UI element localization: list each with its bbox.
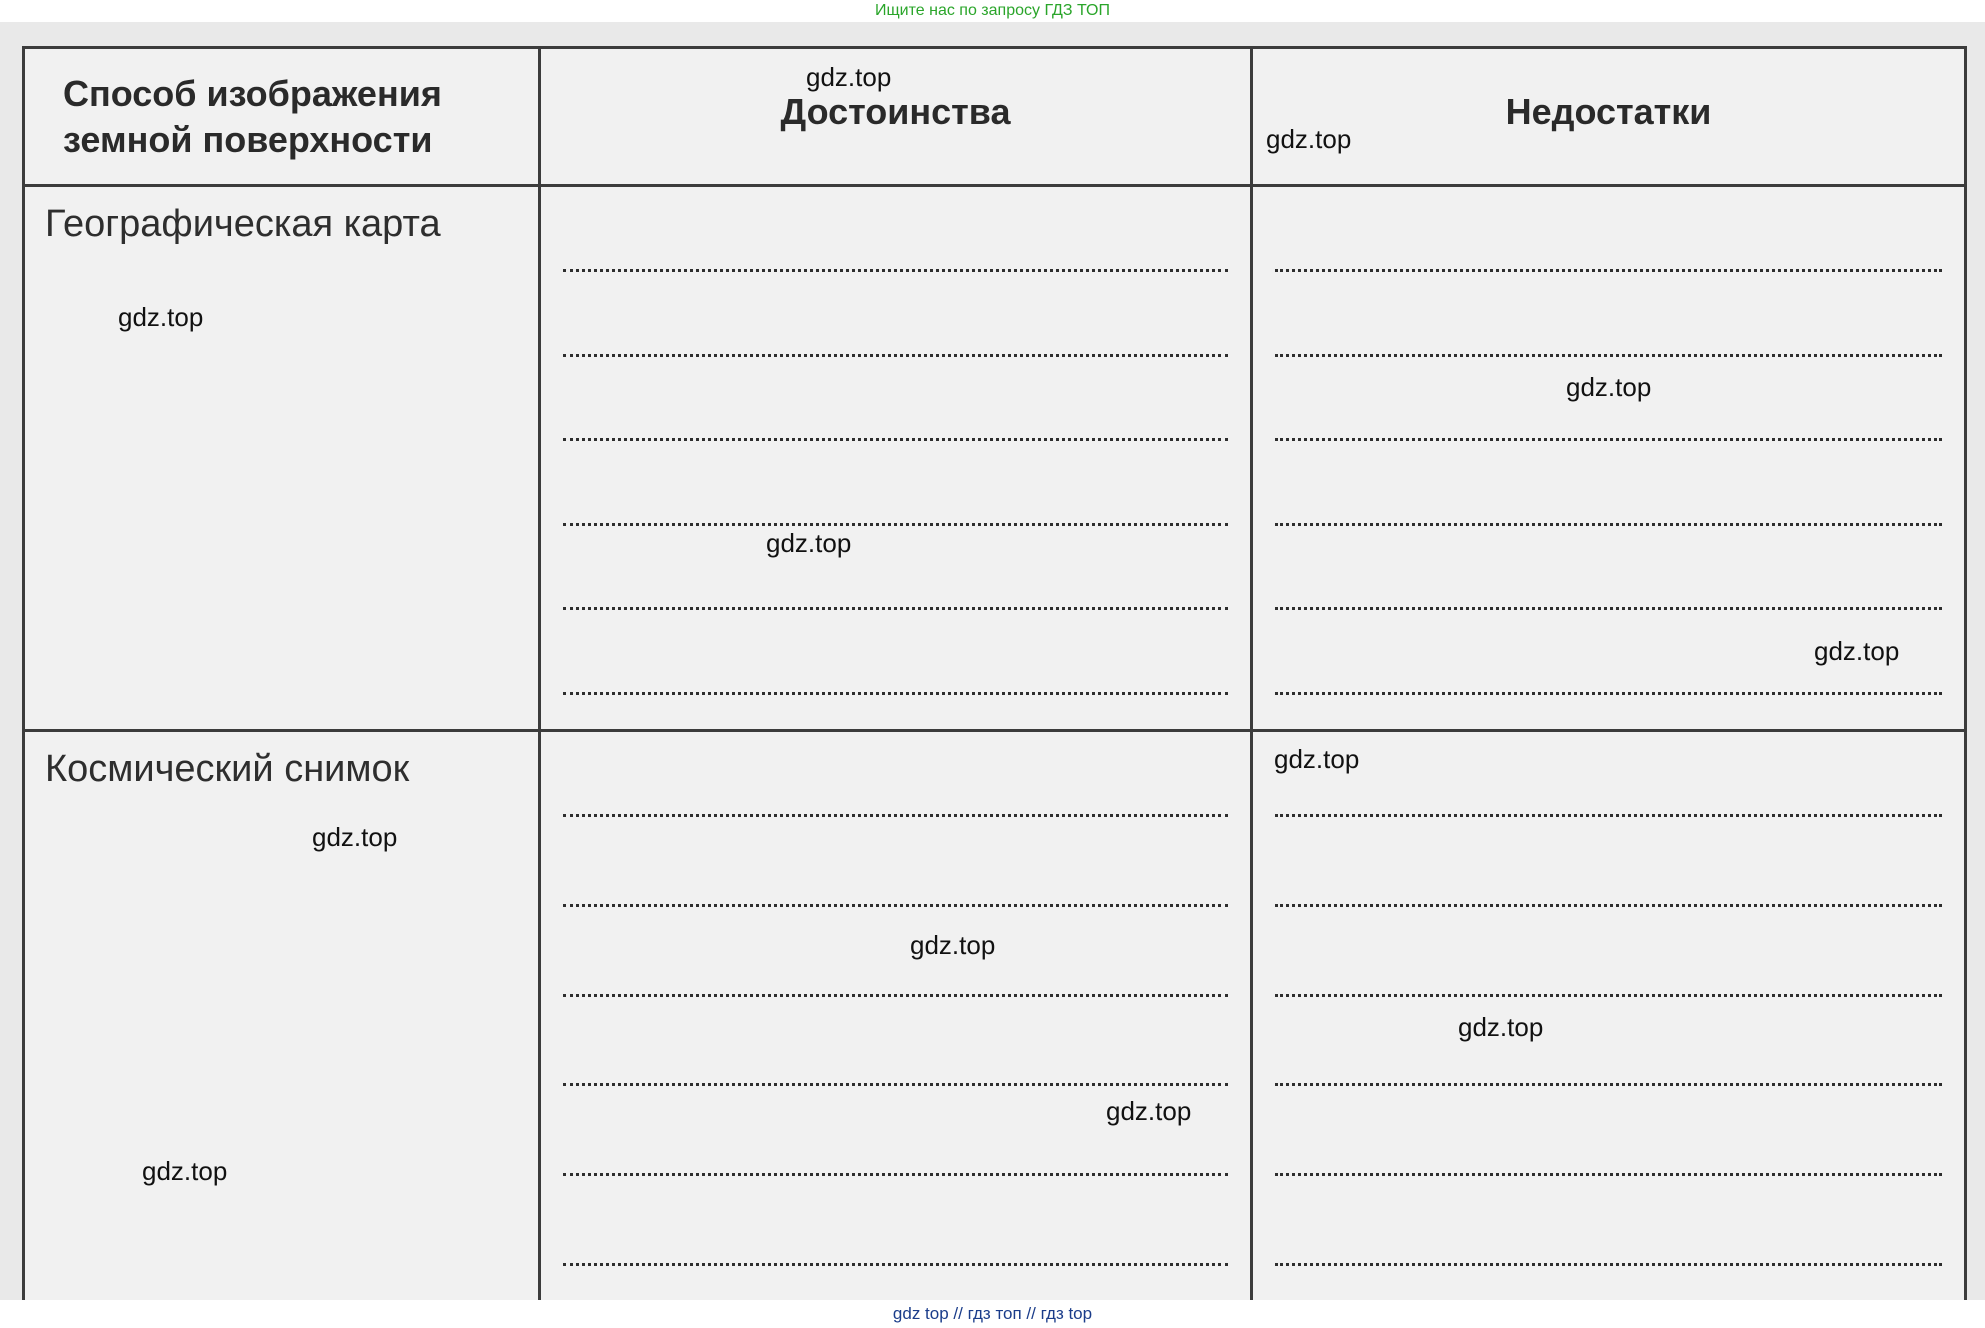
watermark: gdz.top bbox=[1814, 636, 1900, 666]
watermark: gdz.top bbox=[142, 1156, 228, 1186]
dotted-answer-line bbox=[563, 814, 1228, 817]
table-row bbox=[24, 731, 1966, 1301]
dotted-answer-line bbox=[563, 1173, 1228, 1176]
dotted-answer-line bbox=[1275, 814, 1942, 817]
row-label-map: Географическая карта bbox=[45, 203, 441, 245]
header-advantages bbox=[540, 48, 1252, 186]
watermark: gdz.top bbox=[806, 62, 892, 92]
watermark: gdz.top bbox=[1566, 372, 1652, 402]
row-label-cell bbox=[24, 731, 540, 1301]
dotted-answer-line bbox=[563, 607, 1228, 610]
dotted-answer-line bbox=[563, 1083, 1228, 1086]
dotted-answer-line bbox=[563, 904, 1228, 907]
dotted-answer-line bbox=[563, 523, 1228, 526]
dotted-answer-line bbox=[1275, 269, 1942, 272]
dotted-answer-line bbox=[1275, 1083, 1942, 1086]
scanned-page bbox=[0, 22, 1985, 1300]
dotted-answer-line bbox=[563, 438, 1228, 441]
row-label-cell bbox=[24, 186, 540, 731]
dotted-answer-line bbox=[1275, 994, 1942, 997]
watermark: gdz.top bbox=[1266, 124, 1352, 154]
header-method bbox=[24, 48, 540, 186]
advantages-cell[interactable] bbox=[540, 186, 1252, 731]
dotted-answer-line bbox=[1275, 354, 1942, 357]
dotted-answer-line bbox=[1275, 904, 1942, 907]
table-row bbox=[24, 186, 1966, 731]
footer-links[interactable]: gdz top // гдз топ // гдз top bbox=[0, 1300, 1985, 1328]
row-label-satellite: Космический снимок bbox=[45, 748, 410, 790]
dotted-answer-line bbox=[1275, 1173, 1942, 1176]
header-method-label: Способ изображения земной поверхности bbox=[63, 73, 442, 160]
dotted-answer-line bbox=[563, 269, 1228, 272]
dotted-answer-line bbox=[563, 354, 1228, 357]
disadvantages-cell[interactable] bbox=[1252, 731, 1966, 1301]
worksheet bbox=[22, 46, 1964, 1300]
dotted-answer-line bbox=[563, 692, 1228, 695]
dotted-answer-line bbox=[1275, 438, 1942, 441]
watermark: gdz.top bbox=[118, 302, 204, 332]
watermark: gdz.top bbox=[1274, 744, 1360, 774]
dotted-answer-line bbox=[1275, 1263, 1942, 1266]
header-disadvantages-label: Недостатки bbox=[1505, 91, 1712, 132]
header-advantages-label: Достоинства bbox=[780, 91, 1011, 132]
dotted-answer-line bbox=[1275, 607, 1942, 610]
dotted-answer-line bbox=[1275, 523, 1942, 526]
comparison-table bbox=[22, 46, 1967, 1300]
top-banner[interactable]: Ищите нас по запросу ГДЗ ТОП bbox=[875, 2, 1110, 19]
table-header-row bbox=[24, 48, 1966, 186]
watermark: gdz.top bbox=[312, 822, 398, 852]
advantages-cell[interactable] bbox=[540, 731, 1252, 1301]
watermark: gdz.top bbox=[1106, 1096, 1192, 1126]
watermark: gdz.top bbox=[1458, 1012, 1544, 1042]
dotted-answer-line bbox=[563, 994, 1228, 997]
dotted-answer-line bbox=[1275, 692, 1942, 695]
watermark: gdz.top bbox=[910, 930, 996, 960]
dotted-answer-line bbox=[563, 1263, 1228, 1266]
header-disadvantages bbox=[1252, 48, 1966, 186]
watermark: gdz.top bbox=[766, 528, 852, 558]
